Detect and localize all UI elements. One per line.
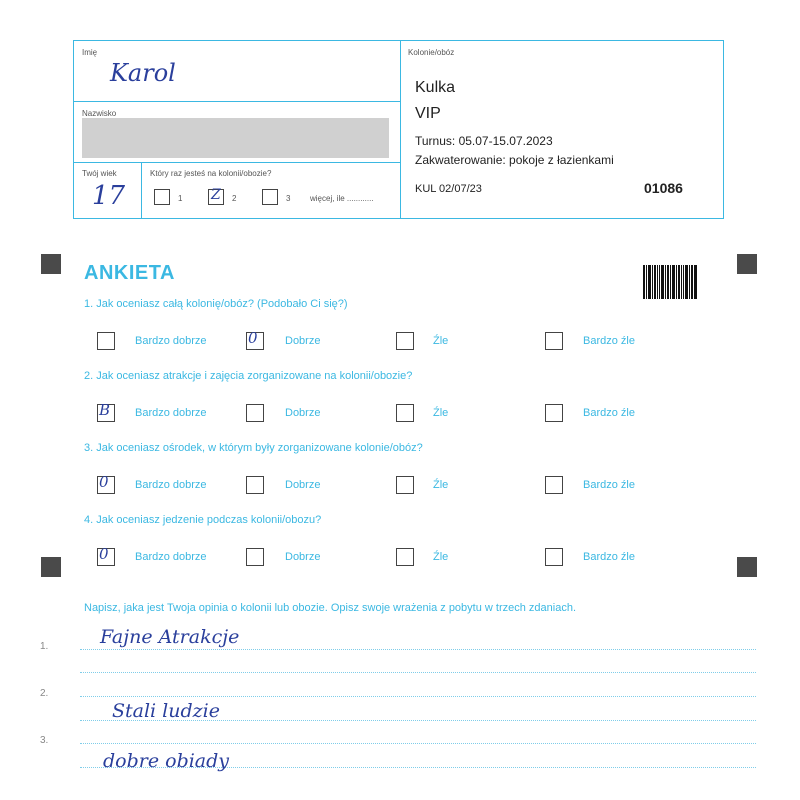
visit-checkbox-3[interactable] bbox=[262, 189, 278, 205]
answer-2-handwritten: Stali ludzie bbox=[112, 700, 220, 722]
q2-option-bardzo-dobrze: Bardzo dobrze bbox=[135, 407, 207, 419]
q2-handwritten-mark: B bbox=[99, 401, 111, 419]
q3-option-zle: Źle bbox=[433, 479, 449, 491]
q1-handwritten-mark: 0 bbox=[248, 329, 258, 347]
surname-cell bbox=[74, 102, 401, 163]
q1-checkbox-zle[interactable] bbox=[396, 332, 414, 350]
answer-line-2a bbox=[80, 696, 756, 697]
visit-checkbox-1[interactable] bbox=[154, 189, 170, 205]
q1-checkbox-bardzo-zle[interactable] bbox=[545, 332, 563, 350]
surname-label: Nazwisko bbox=[82, 109, 117, 118]
question-1: 1. Jak oceniasz całą kolonię/obóz? (Podobało Ci się?) bbox=[84, 298, 348, 310]
q1-checkbox-dobrze[interactable] bbox=[246, 329, 264, 350]
q2-option-dobrze: Dobrze bbox=[285, 407, 321, 419]
q3-option-dobrze: Dobrze bbox=[285, 479, 321, 491]
q1-option-zle: Źle bbox=[433, 335, 449, 347]
visit-more-label: więcej, ile ............ bbox=[310, 194, 374, 203]
question-2: 2. Jak oceniasz atrakcje i zajęcia zorganizowane na kolonii/obozie? bbox=[84, 370, 413, 382]
answer-3-handwritten: dobre obiady bbox=[103, 750, 230, 772]
q3-checkbox-bardzo-dobrze[interactable] bbox=[97, 473, 115, 494]
q3-checkbox-dobrze[interactable] bbox=[246, 476, 264, 494]
survey-title: ANKIETA bbox=[84, 262, 175, 284]
age-cell bbox=[74, 163, 142, 219]
q1-option-bardzo-zle: Bardzo źle bbox=[583, 335, 635, 347]
visit-option-3: 3 bbox=[286, 194, 291, 203]
line-number-2: 2. bbox=[40, 688, 49, 699]
opinion-prompt: Napisz, jaka jest Twoja opinia o kolonii lub obozie. Opisz swoje wrażenia z pobytu w trzech zdaniach. bbox=[84, 602, 576, 614]
visit-option-2: 2 bbox=[232, 194, 237, 203]
q4-option-bardzo-zle: Bardzo źle bbox=[583, 551, 635, 563]
age-label: Twój wiek bbox=[82, 169, 117, 178]
q3-checkbox-bardzo-zle[interactable] bbox=[545, 476, 563, 494]
answer-line-1a bbox=[80, 649, 756, 650]
registration-marker-top-left bbox=[41, 254, 61, 274]
q2-checkbox-zle[interactable] bbox=[396, 404, 414, 422]
q2-checkbox-bardzo-zle[interactable] bbox=[545, 404, 563, 422]
registration-marker-bottom-right bbox=[737, 557, 757, 577]
line-number-1: 1. bbox=[40, 641, 49, 652]
answer-1-handwritten: Fajne Atrakcje bbox=[100, 626, 240, 648]
q4-checkbox-bardzo-dobrze[interactable] bbox=[97, 545, 115, 566]
colony-cell bbox=[401, 41, 723, 218]
q3-handwritten-mark: 0 bbox=[99, 473, 109, 491]
accommodation: Zakwaterowanie: pokoje z łazienkami bbox=[415, 153, 614, 167]
visit-mark-2: Z bbox=[211, 187, 221, 203]
q4-option-dobrze: Dobrze bbox=[285, 551, 321, 563]
q4-option-bardzo-dobrze: Bardzo dobrze bbox=[135, 551, 207, 563]
registration-marker-top-right bbox=[737, 254, 757, 274]
colony-code: KUL 02/07/23 bbox=[415, 183, 482, 195]
form-number: 01086 bbox=[644, 180, 683, 196]
answer-line-1b bbox=[80, 672, 756, 673]
turnus-dates: Turnus: 05.07-15.07.2023 bbox=[415, 134, 553, 148]
q2-checkbox-dobrze[interactable] bbox=[246, 404, 264, 422]
registration-marker-bottom-left bbox=[41, 557, 61, 577]
visit-checkbox-2[interactable] bbox=[208, 189, 224, 205]
question-4: 4. Jak oceniasz jedzenie podczas kolonii/obozu? bbox=[84, 514, 322, 526]
q1-checkbox-bardzo-dobrze[interactable] bbox=[97, 332, 115, 350]
q1-option-bardzo-dobrze: Bardzo dobrze bbox=[135, 335, 207, 347]
colony-type: VIP bbox=[415, 105, 441, 122]
answer-line-3a bbox=[80, 743, 756, 744]
q2-checkbox-bardzo-dobrze[interactable] bbox=[97, 401, 115, 422]
q3-option-bardzo-dobrze: Bardzo dobrze bbox=[135, 479, 207, 491]
age-handwritten: 17 bbox=[92, 181, 126, 211]
q4-checkbox-dobrze[interactable] bbox=[246, 548, 264, 566]
visit-count-label: Który raz jesteś na kolonii/obozie? bbox=[150, 169, 272, 178]
q1-option-dobrze: Dobrze bbox=[285, 335, 321, 347]
q2-option-bardzo-zle: Bardzo źle bbox=[583, 407, 635, 419]
first-name-label: Imię bbox=[82, 48, 98, 57]
q3-option-bardzo-zle: Bardzo źle bbox=[583, 479, 635, 491]
q2-option-zle: Źle bbox=[433, 407, 449, 419]
first-name-cell bbox=[74, 41, 401, 102]
q3-checkbox-zle[interactable] bbox=[396, 476, 414, 494]
q4-checkbox-zle[interactable] bbox=[396, 548, 414, 566]
surname-redacted bbox=[82, 118, 389, 158]
q4-handwritten-mark: 0 bbox=[99, 545, 109, 563]
first-name-handwritten: Karol bbox=[110, 59, 176, 87]
visit-option-1: 1 bbox=[178, 194, 183, 203]
q4-checkbox-bardzo-zle[interactable] bbox=[545, 548, 563, 566]
q4-option-zle: Źle bbox=[433, 551, 449, 563]
barcode-icon bbox=[643, 265, 697, 299]
participant-info-box bbox=[73, 40, 724, 219]
colony-label: Kolonie/obóz bbox=[408, 48, 455, 57]
question-3: 3. Jak oceniasz ośrodek, w którym były zorganizowane kolonie/obóz? bbox=[84, 442, 423, 454]
visit-count-cell bbox=[142, 163, 401, 219]
line-number-3: 3. bbox=[40, 735, 49, 746]
colony-name: Kulka bbox=[415, 79, 456, 96]
